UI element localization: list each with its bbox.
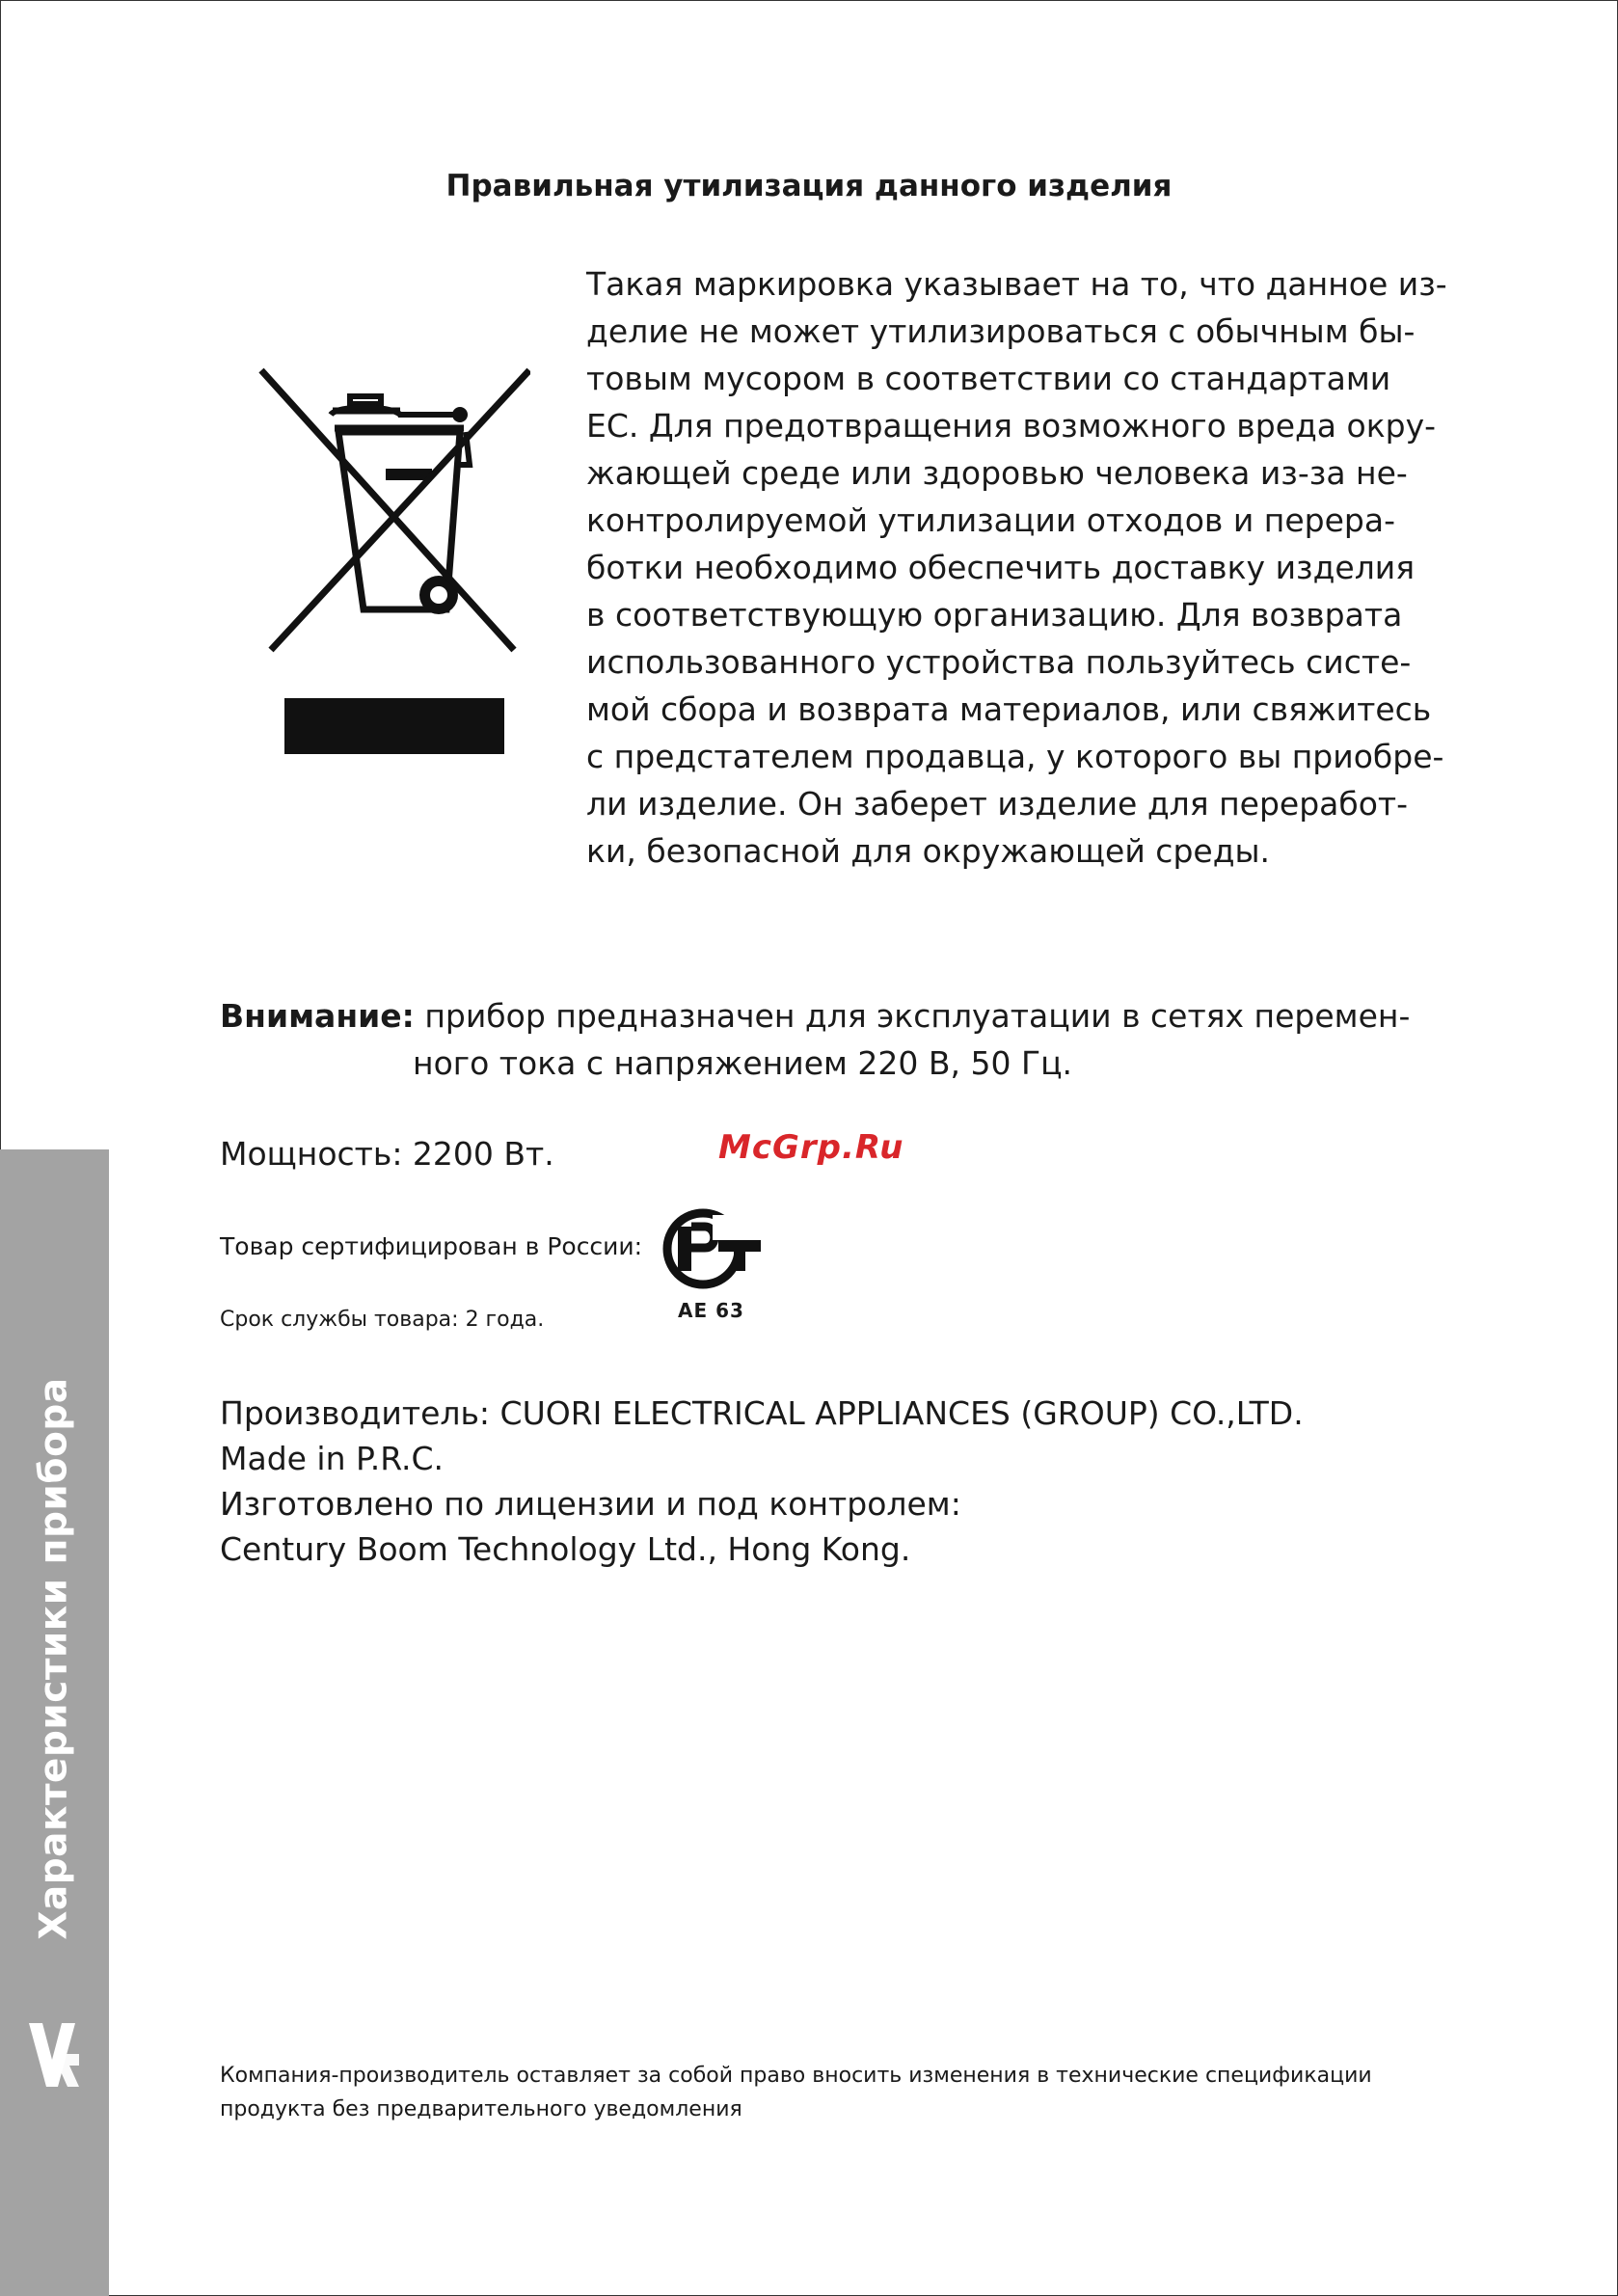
- paragraph-line: мой сбора и возврата материалов, или свяжитесь: [586, 690, 1432, 728]
- paragraph-line: Такая маркировка указывает на то, что данное из-: [586, 265, 1447, 303]
- warning-text-line2: ного тока с напряжением 220 В, 50 Гц.: [413, 1044, 1073, 1082]
- paragraph-line: с предстателем продавца, у которого вы приобре-: [586, 738, 1444, 775]
- page-title: Правильная утилизация данного изделия: [445, 169, 1173, 203]
- paragraph-line: ЕС. Для предотвращения возможного вреда окру-: [586, 407, 1437, 445]
- manufacturer-line: Century Boom Technology Ltd., Hong Kong.: [220, 1530, 911, 1568]
- manufacturer-line: Изготовлено по лицензии и под контролем:: [220, 1485, 961, 1523]
- paragraph-line: в соответствующую организацию. Для возврата: [586, 596, 1403, 634]
- footer-line: Компания-производитель оставляет за собой право вносить изменения в технические спецификации: [220, 2064, 1372, 2088]
- rst-certification-mark-icon: [659, 1205, 765, 1292]
- paragraph-line: ки, безопасной для окружающей среды.: [586, 832, 1271, 870]
- paragraph-line: товым мусором в соответствии со стандартами: [586, 360, 1391, 397]
- certification-text: Товар сертифицирован в России:: [220, 1232, 643, 1260]
- service-life: Срок службы товара: 2 года.: [220, 1308, 545, 1332]
- manufacturer-block: [220, 1391, 1304, 1572]
- side-section-title: Характеристики прибора: [32, 1377, 76, 1940]
- paragraph-line: контролируемой утилизации отходов и перера-: [586, 501, 1395, 539]
- warning-text-line1: прибор предназначен для эксплуатации в сетях перемен-: [424, 997, 1411, 1035]
- crossed-bin-icon: [256, 365, 530, 760]
- paragraph-line: делие не может утилизироваться с обычным бы-: [586, 312, 1416, 350]
- manufacturer-line: Производитель: CUORI ELECTRICAL APPLIANCES (GROUP) CO.,LTD.: [220, 1394, 1304, 1432]
- paragraph-line: ботки необходимо обеспечить доставку изделия: [586, 549, 1416, 586]
- paragraph-line: жающей среде или здоровью человека из-за не-: [586, 454, 1408, 492]
- vr-logo-icon: [25, 2021, 81, 2089]
- certification-code: АЕ 63: [678, 1299, 744, 1322]
- paragraph-line: использованного устройства пользуйтесь систе-: [586, 643, 1412, 681]
- warning-block: [220, 992, 1410, 1087]
- footer-line: продукта без предварительного уведомления: [220, 2097, 742, 2121]
- footer-disclaimer: [220, 2059, 1372, 2126]
- power-rating: Мощность: 2200 Вт.: [220, 1135, 554, 1173]
- watermark: McGrp.Ru: [718, 1128, 904, 1167]
- paragraph-line: ли изделие. Он заберет изделие для переработ-: [586, 785, 1409, 823]
- warning-label: Внимание:: [220, 997, 415, 1035]
- manufacturer-line: Made in P.R.C.: [220, 1440, 445, 1477]
- recycling-paragraph: [586, 260, 1447, 875]
